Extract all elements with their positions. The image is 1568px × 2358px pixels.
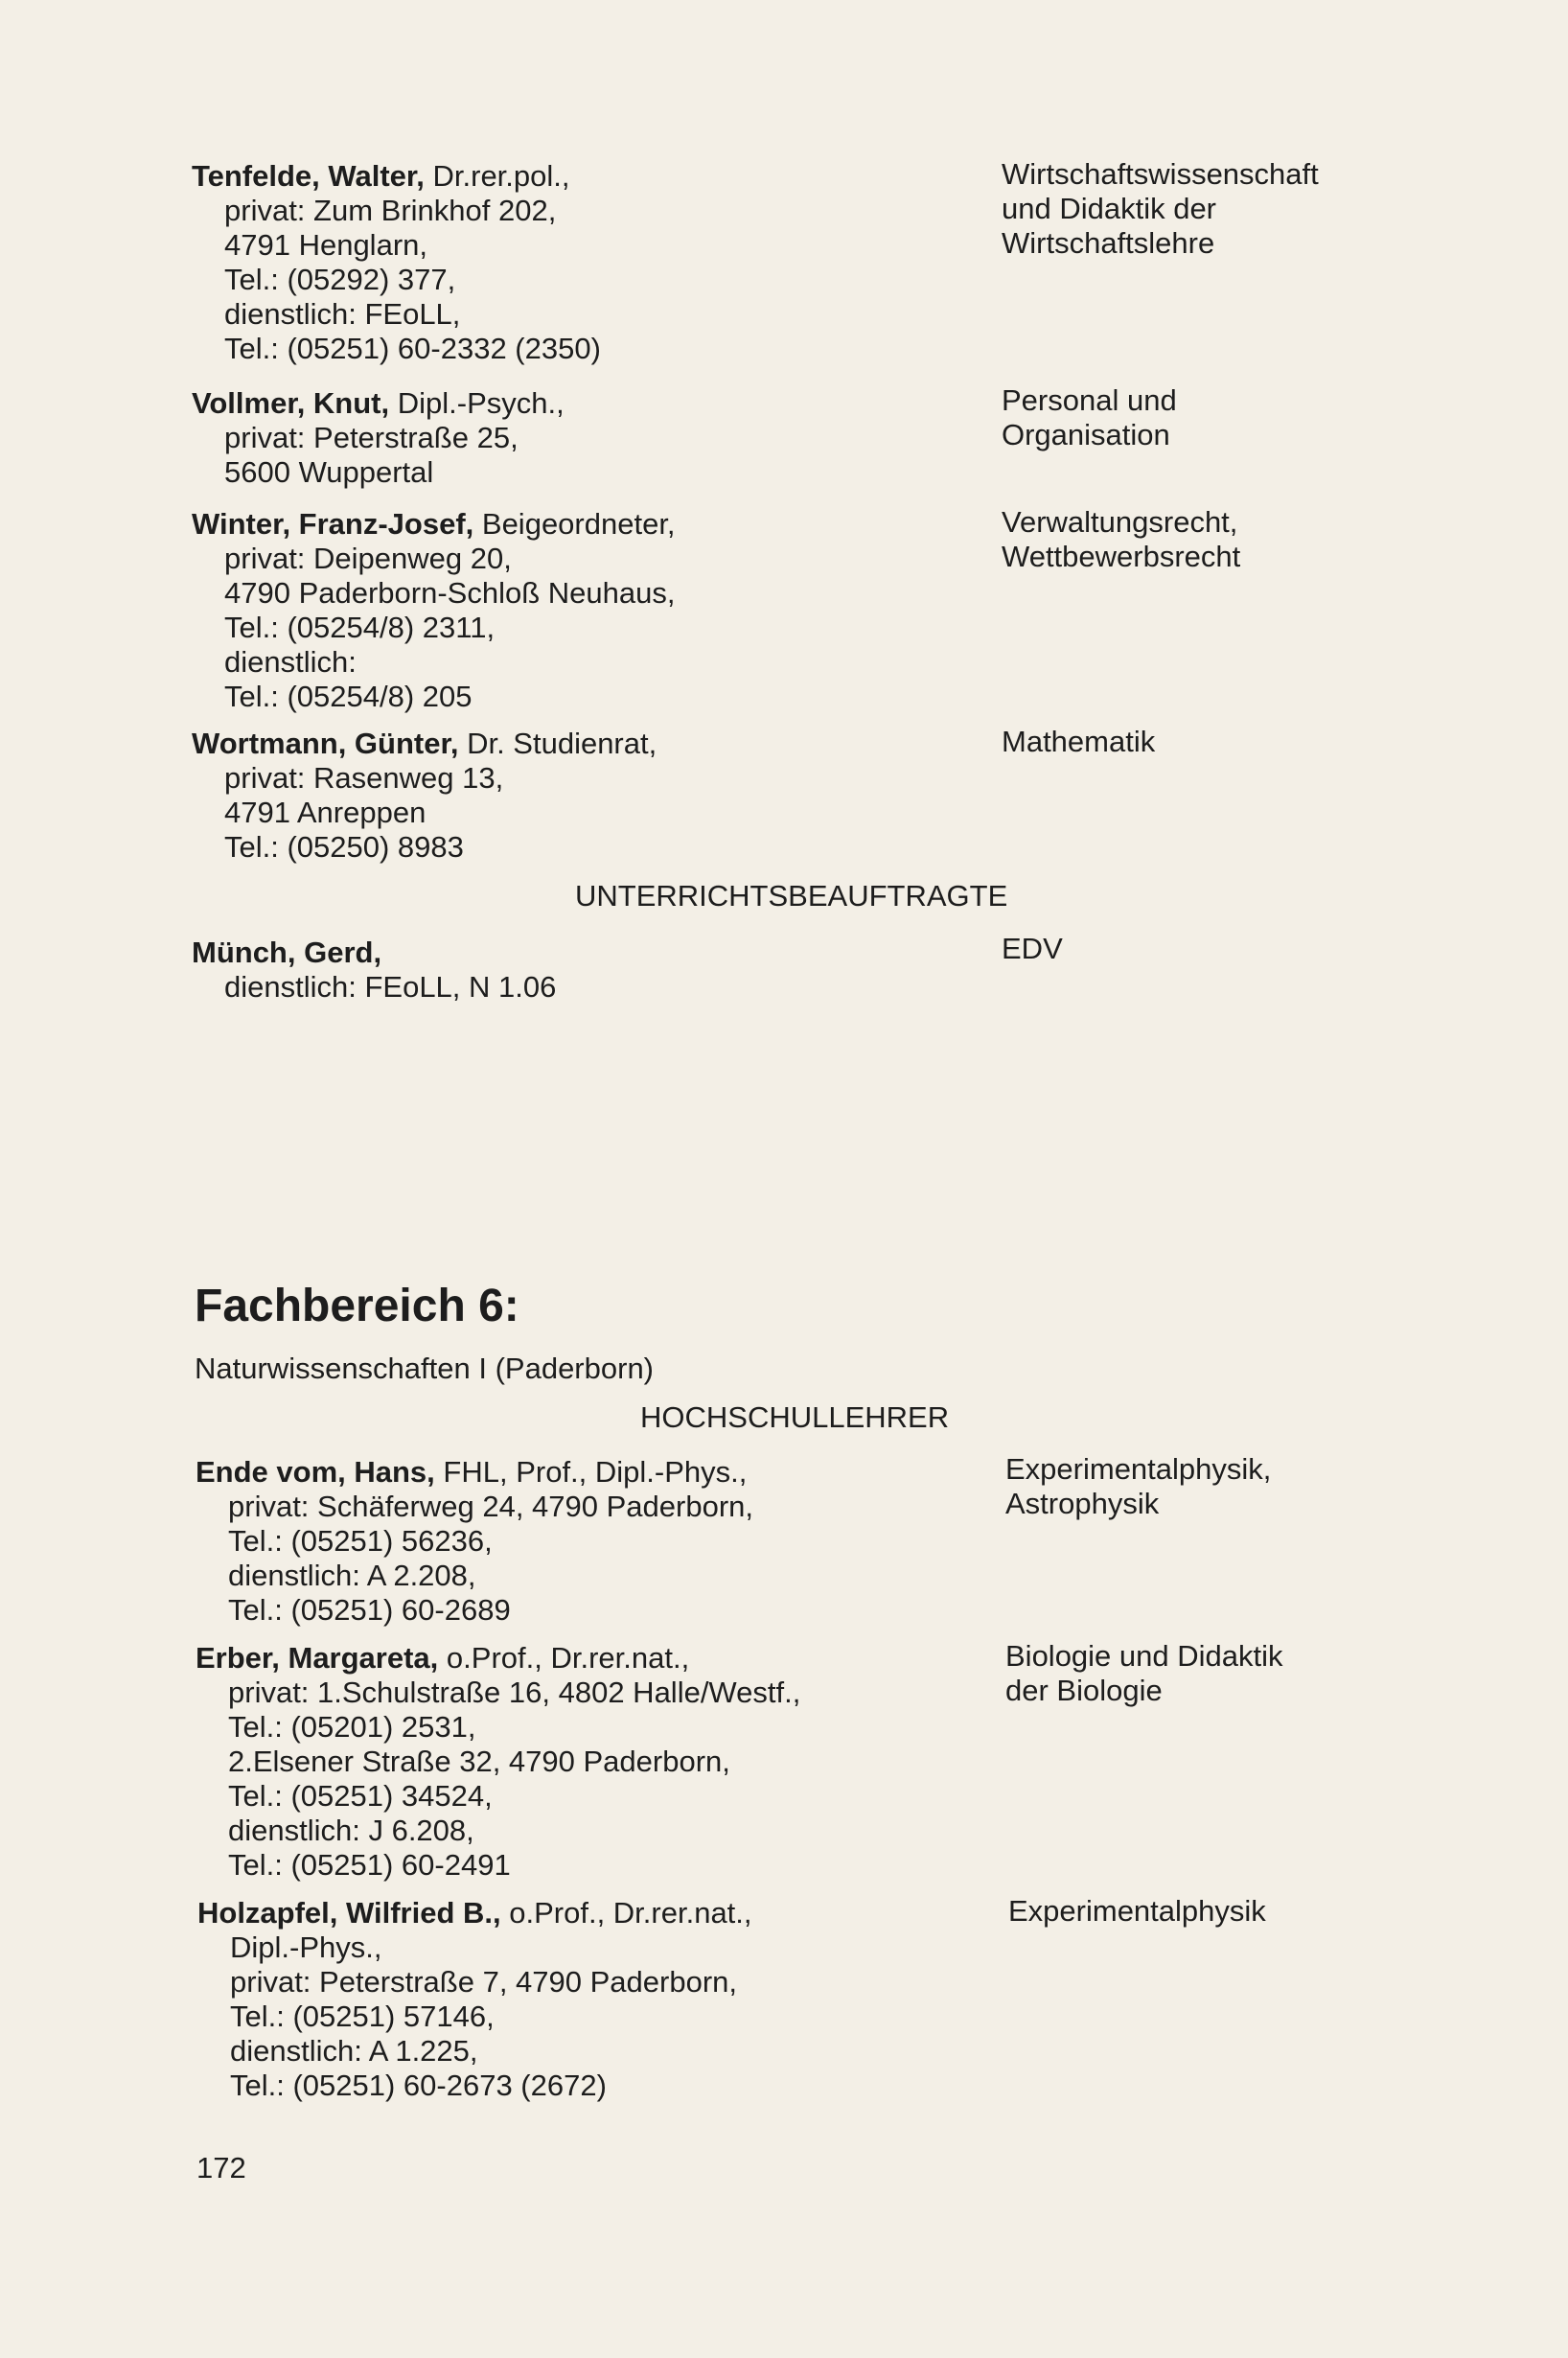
heading-unterrichtsbeauftragte: UNTERRICHTSBEAUFTRAGTE bbox=[575, 879, 1008, 913]
entry-subject bbox=[1002, 505, 1538, 574]
subject-line: Mathematik bbox=[1002, 725, 1156, 758]
entry-winter bbox=[192, 507, 997, 714]
subject-line: EDV bbox=[1002, 932, 1063, 965]
subject-line: Wirtschaftslehre bbox=[1002, 226, 1215, 260]
entry-subject bbox=[1008, 1894, 1545, 1929]
entry-line: privat: 1.Schulstraße 16, 4802 Halle/Westf., bbox=[228, 1676, 801, 1709]
entry-name: Holzapfel, Wilfried B., bbox=[197, 1896, 501, 1930]
entry-heading bbox=[192, 727, 997, 761]
subject-line: Verwaltungsrecht, bbox=[1002, 505, 1238, 539]
entry-line: 5600 Wuppertal bbox=[224, 455, 434, 489]
entry-line: privat: Deipenweg 20, bbox=[224, 542, 512, 575]
entry-line: dienstlich: FEoLL, bbox=[224, 297, 461, 331]
subject-line: Wettbewerbsrecht bbox=[1002, 540, 1241, 573]
entry-line: 4791 Henglarn, bbox=[224, 228, 427, 262]
entry-name: Winter, Franz-Josef, bbox=[192, 507, 474, 541]
section-title: Fachbereich 6: bbox=[195, 1281, 519, 1331]
entry-heading bbox=[192, 507, 997, 542]
entry-line: Tel.: (05201) 2531, bbox=[228, 1710, 476, 1744]
entry-line: Tel.: (05251) 57146, bbox=[230, 2000, 495, 2033]
entry-name: Ende vom, Hans, bbox=[196, 1455, 435, 1489]
entry-holzapfel bbox=[197, 1896, 1003, 2103]
entry-title: FHL, Prof., Dipl.-Phys., bbox=[434, 1455, 748, 1489]
entry-vollmer bbox=[192, 386, 997, 490]
entry-line: Tel.: (05254/8) 2311, bbox=[224, 611, 496, 644]
entry-heading bbox=[192, 159, 997, 194]
entry-heading bbox=[197, 1896, 1003, 1930]
entry-line: 4791 Anreppen bbox=[224, 796, 427, 829]
entry-heading bbox=[192, 936, 997, 970]
subject-line: Experimentalphysik, bbox=[1005, 1452, 1272, 1486]
subject-line: der Biologie bbox=[1005, 1674, 1163, 1707]
entry-line: Tel.: (05251) 60-2491 bbox=[228, 1848, 511, 1882]
entry-line: Tel.: (05251) 60-2332 (2350) bbox=[224, 332, 601, 365]
entry-line: Tel.: (05251) 60-2689 bbox=[228, 1593, 511, 1627]
subject-line: Organisation bbox=[1002, 418, 1170, 451]
entry-line: 2.Elsener Straße 32, 4790 Paderborn, bbox=[228, 1745, 730, 1778]
entry-line: privat: Rasenweg 13, bbox=[224, 761, 504, 795]
entry-line: privat: Schäferweg 24, 4790 Paderborn, bbox=[228, 1490, 754, 1523]
subject-line: Personal und bbox=[1002, 383, 1177, 417]
entry-subject bbox=[1005, 1639, 1542, 1708]
entry-line: dienstlich: A 2.208, bbox=[228, 1559, 476, 1592]
entry-line: dienstlich: bbox=[224, 645, 357, 679]
entry-wortmann bbox=[192, 727, 997, 865]
entry-title: Dr. Studienrat, bbox=[458, 727, 657, 760]
subject-line: Wirtschaftswissenschaft bbox=[1002, 157, 1319, 191]
entry-title: Beigeordneter, bbox=[473, 507, 676, 541]
entry-line: privat: Peterstraße 25, bbox=[224, 421, 519, 454]
heading-hochschullehrer: HOCHSCHULLEHRER bbox=[640, 1400, 950, 1434]
entry-line: Tel.: (05251) 34524, bbox=[228, 1779, 493, 1813]
entry-line: privat: Zum Brinkhof 202, bbox=[224, 194, 557, 227]
entry-line: Tel.: (05251) 56236, bbox=[228, 1524, 493, 1558]
entry-name: Tenfelde, Walter, bbox=[192, 159, 425, 193]
entry-title: o.Prof., Dr.rer.nat., bbox=[500, 1896, 752, 1930]
entry-line: dienstlich: FEoLL, N 1.06 bbox=[224, 970, 557, 1004]
subject-line: Experimentalphysik bbox=[1008, 1894, 1266, 1928]
entry-name: Erber, Margareta, bbox=[196, 1641, 439, 1675]
entry-line: privat: Peterstraße 7, 4790 Paderborn, bbox=[230, 1965, 738, 1999]
entry-subject bbox=[1002, 157, 1538, 261]
entry-heading bbox=[196, 1455, 1001, 1490]
entry-line: Dipl.-Phys., bbox=[230, 1930, 382, 1964]
entry-ende bbox=[196, 1455, 1001, 1628]
entry-line: Tel.: (05254/8) 205 bbox=[224, 680, 473, 713]
entry-muench bbox=[192, 936, 997, 1005]
entry-name: Münch, Gerd, bbox=[192, 936, 382, 969]
entry-title: Dr.rer.pol., bbox=[424, 159, 570, 193]
entry-line: 4790 Paderborn-Schloß Neuhaus, bbox=[224, 576, 676, 610]
entry-subject bbox=[1002, 725, 1538, 759]
subject-line: Biologie und Didaktik bbox=[1005, 1639, 1283, 1673]
entry-line: Tel.: (05250) 8983 bbox=[224, 830, 464, 864]
entry-line: dienstlich: J 6.208, bbox=[228, 1814, 474, 1847]
entry-name: Wortmann, Günter, bbox=[192, 727, 459, 760]
entry-subject bbox=[1002, 383, 1538, 452]
section-subtitle: Naturwissenschaften I (Paderborn) bbox=[195, 1352, 655, 1385]
entry-name: Vollmer, Knut, bbox=[192, 386, 390, 420]
entry-line: dienstlich: A 1.225, bbox=[230, 2034, 478, 2068]
entry-title: o.Prof., Dr.rer.nat., bbox=[438, 1641, 690, 1675]
subject-line: und Didaktik der bbox=[1002, 192, 1217, 225]
entry-heading bbox=[192, 386, 997, 421]
entry-subject bbox=[1002, 932, 1538, 966]
entry-tenfelde bbox=[192, 159, 997, 366]
entry-heading bbox=[196, 1641, 1001, 1676]
entry-line: Tel.: (05251) 60-2673 (2672) bbox=[230, 2069, 607, 2102]
subject-line: Astrophysik bbox=[1005, 1487, 1160, 1520]
entry-title: Dipl.-Psych., bbox=[389, 386, 565, 420]
entry-subject bbox=[1005, 1452, 1542, 1521]
entry-line: Tel.: (05292) 377, bbox=[224, 263, 456, 296]
page-number: 172 bbox=[196, 2151, 246, 2185]
entry-erber bbox=[196, 1641, 1001, 1883]
